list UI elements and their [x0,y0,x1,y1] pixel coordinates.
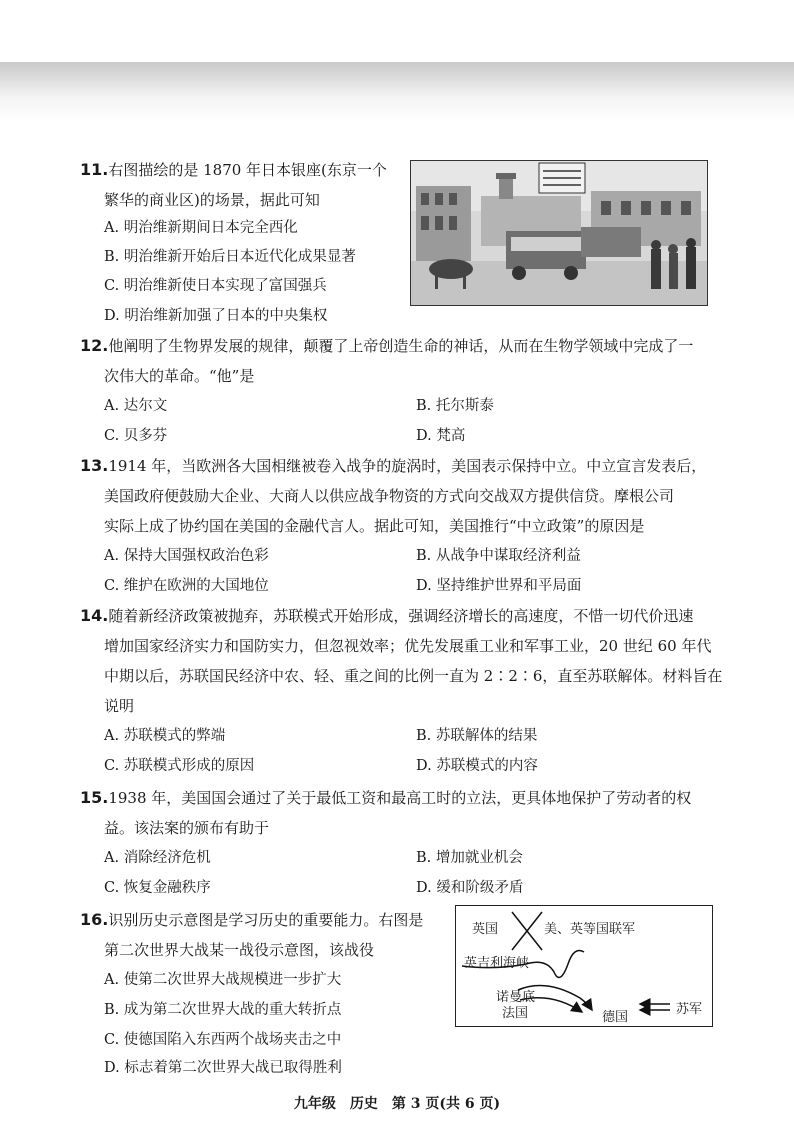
battle-map [455,905,713,1027]
q11-stem-line2: 繁华的商业区)的场景，据此可知 [104,191,320,209]
page-footer: 九年级 历史 第 3 页(共 6 页) [293,1096,501,1112]
q12-stem-line2: 次伟大的革命。“他”是 [104,367,255,385]
q15-option-d: D. 缓和阶级矛盾 [416,880,524,896]
q12-option-a: A. 达尔文 [104,398,168,414]
map-label-channel: 英吉利海峡 [464,956,530,971]
q11-stem-line1: 11.右图描绘的是 1870 年日本银座(东京一个 [80,160,387,179]
q15-stem-line2: 益。该法案的颁布有助于 [104,819,270,837]
q13-stem-line1: 13.1914 年，当欧洲各大国相继被卷入战争的旋涡时，美国表示保持中立。中立宣言发表后， [80,456,707,475]
q14-stem-line3: 中期以后，苏联国民经济中农、轻、重之间的比例一直为 2∶2∶6，直至苏联解体。材料旨在 [104,667,723,685]
q13-option-c: C. 维护在欧洲的大国地位 [104,578,269,594]
map-label-germany: 德国 [602,1010,629,1025]
map-label-france: 法国 [502,1006,529,1021]
q16-option-a: A. 使第二次世界大战规模进一步扩大 [104,972,342,988]
q12-option-d: D. 梵高 [416,428,466,444]
q16-option-d: D. 标志着第二次世界大战已取得胜利 [104,1060,342,1076]
q15-stem-line1: 15.1938 年，美国国会通过了关于最低工资和最高工时的立法，更具体地保护了劳动者的权 [80,788,692,807]
q14-stem-line1: 14.随着新经济政策被抛弃，苏联模式开始形成，强调经济增长的高速度，不惜一切代价迅速 [80,606,694,625]
q15-option-b: B. 增加就业机会 [416,850,523,866]
q12-option-b: B. 托尔斯泰 [416,398,494,414]
q16-option-b: B. 成为第二次世界大战的重大转折点 [104,1002,342,1018]
map-label-allies: 美、英等国联军 [544,922,636,937]
q14-stem-line2: 增加国家经济实力和国防实力，但忽视效率；优先发展重工业和军事工业，20 世纪 60 年代 [104,637,712,655]
q13-stem-line3: 实际上成了协约国在美国的金融代言人。据此可知，美国推行“中立政策”的原因是 [104,517,645,535]
q11-option-b: B. 明治维新开始后日本近代化成果显著 [104,249,356,265]
q15-option-c: C. 恢复金融秩序 [104,880,211,896]
q13-option-d: D. 坚持维护世界和平局面 [416,578,582,594]
q14-option-b: B. 苏联解体的结果 [416,728,538,744]
map-label-uk: 英国 [472,922,499,937]
q15-option-a: A. 消除经济危机 [104,850,211,866]
q13-option-a: A. 保持大国强权政治色彩 [104,548,269,564]
q14-option-c: C. 苏联模式形成的原因 [104,758,255,774]
q16-stem-line2: 第二次世界大战某一战役示意图，该战役 [104,941,375,959]
q11-option-a: A. 明治维新期间日本完全西化 [104,220,298,236]
q16-stem-line1: 16.识别历史示意图是学习历史的重要能力。右图是 [80,910,424,929]
map-label-soviet: 苏军 [676,1002,703,1017]
ginza-illustration [410,160,708,306]
q14-stem-line4: 说明 [104,697,135,715]
q11-option-c: C. 明治维新使日本实现了富国强兵 [104,278,327,294]
q14-option-a: A. 苏联模式的弊端 [104,728,226,744]
q11-option-d: D. 明治维新加强了日本的中央集权 [104,308,328,324]
q16-option-c: C. 使德国陷入东西两个战场夹击之中 [104,1032,342,1048]
map-label-normandy: 诺曼底 [496,990,536,1005]
scan-header-shadow [0,62,794,122]
q12-option-c: C. 贝多芬 [104,428,168,444]
q14-option-d: D. 苏联模式的内容 [416,758,538,774]
q13-option-b: B. 从战争中谋取经济利益 [416,548,581,564]
q13-stem-line2: 美国政府便鼓励大企业、大商人以供应战争物资的方式向交战双方提供信贷。摩根公司 [104,487,675,505]
q12-stem-line1: 12.他阐明了生物界发展的规律，颠覆了上帝创造生命的神话，从而在生物学领域中完成了一 [80,336,694,355]
